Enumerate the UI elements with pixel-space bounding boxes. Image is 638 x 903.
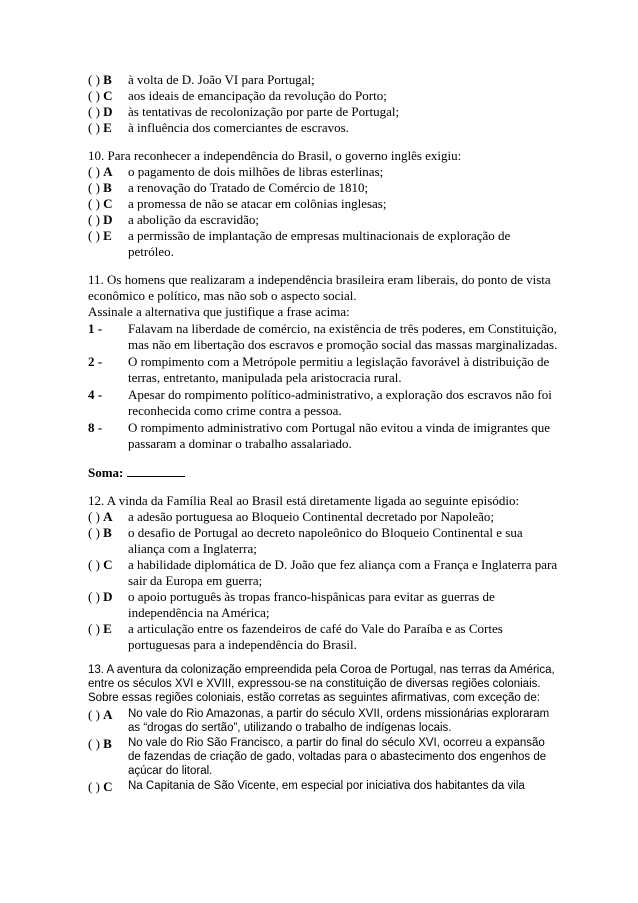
option-text: No vale do Rio São Francisco, a partir do final do século XVI, ocorreu a expansão de fazendas de criação de gado, voltadas para o abastecimento dos engenhos de açúcar do litoral. xyxy=(128,737,547,777)
option-text: a adesão portuguesa ao Bloqueio Continental decretado por Napoleão; xyxy=(128,509,495,524)
option-a[interactable] xyxy=(88,164,558,180)
option-text: a renovação do Tratado de Comércio de 1810; xyxy=(128,180,369,195)
option-d[interactable] xyxy=(88,104,558,120)
option-b[interactable] xyxy=(88,736,558,778)
question-13 xyxy=(88,663,558,795)
option-c[interactable] xyxy=(88,779,558,795)
option-marker: ( ) A xyxy=(88,707,113,722)
question-12 xyxy=(88,493,558,653)
option-text: No vale do Rio Amazonas, a partir do século XVII, ordens missionárias exploraram as “drogas do sertão”, utilizando o trabalho de indígenas locais. xyxy=(128,708,550,734)
option-marker: ( ) D xyxy=(88,104,113,119)
option-marker: ( ) D xyxy=(88,589,113,604)
option-a[interactable] xyxy=(88,509,558,525)
option-marker: ( ) C xyxy=(88,557,113,572)
question-stem: 13. A aventura da colonização empreendida pela Coroa de Portugal, nas terras da América, entre os séculos XVI e XVIII, expressou-se na constituição de diversas regiões coloniais. Sobre essas regiões coloniais, estão corretas as seguintes afirmativas, com exceção de: xyxy=(88,664,555,704)
option-marker: ( ) E xyxy=(88,621,112,636)
option-marker: ( ) B xyxy=(88,180,112,195)
sum-line xyxy=(88,464,558,481)
option-c[interactable] xyxy=(88,557,558,589)
option-d[interactable] xyxy=(88,589,558,621)
document-page xyxy=(88,72,558,795)
sum-item-2[interactable] xyxy=(88,354,558,386)
option-text: a permissão de implantação de empresas multinacionais de exploração de petróleo. xyxy=(128,228,511,259)
option-marker: ( ) D xyxy=(88,212,113,227)
option-text: a habilidade diplomática de D. João que fez aliança com a França e Inglaterra para sair da Europa em guerra; xyxy=(128,557,558,588)
option-marker: ( ) C xyxy=(88,196,113,211)
option-e[interactable] xyxy=(88,621,558,653)
option-c[interactable] xyxy=(88,88,558,104)
option-marker: ( ) C xyxy=(88,779,113,794)
option-text: a articulação entre os fazendeiros de café do Vale do Paraíba e as Cortes portuguesas para a independência do Brasil. xyxy=(128,621,503,652)
option-marker: ( ) C xyxy=(88,88,113,103)
sum-item-4[interactable] xyxy=(88,387,558,419)
option-marker: ( ) A xyxy=(88,164,113,179)
option-marker: ( ) E xyxy=(88,120,112,135)
sum-answer-blank[interactable] xyxy=(127,464,185,477)
option-c[interactable] xyxy=(88,196,558,212)
option-text: o apoio português às tropas franco-hispânicas para evitar as guerras de independência na América; xyxy=(128,589,495,620)
option-e[interactable] xyxy=(88,228,558,260)
option-b[interactable] xyxy=(88,525,558,557)
item-number: 4 - xyxy=(88,387,103,402)
option-a[interactable] xyxy=(88,707,558,735)
option-text: à volta de D. João VI para Portugal; xyxy=(128,72,315,87)
item-text: O rompimento administrativo com Portugal não evitou a vinda de imigrantes que passaram a dominar o trabalho assalariado. xyxy=(128,420,551,451)
item-number: 2 - xyxy=(88,354,103,369)
option-e[interactable] xyxy=(88,120,558,136)
sum-label: Soma: xyxy=(88,465,124,480)
item-text: Apesar do rompimento político-administrativo, a exploração dos escravos não foi reconhecida como crime contra a pessoa. xyxy=(128,387,552,418)
option-text: aos ideais de emancipação da revolução do Porto; xyxy=(128,88,387,103)
item-text: O rompimento com a Metrópole permitiu a legislação favorável à distribuição de terras, entretanto, manipulada pela aristocracia rural. xyxy=(128,354,550,385)
option-text: a promessa de não se atacar em colônias inglesas; xyxy=(128,196,387,211)
option-b[interactable] xyxy=(88,180,558,196)
option-marker: ( ) A xyxy=(88,509,113,524)
option-b[interactable] xyxy=(88,72,558,88)
question-stem: 12. A vinda da Família Real ao Brasil está diretamente ligada ao seguinte episódio: xyxy=(88,493,520,508)
option-text: a abolição da escravidão; xyxy=(128,212,260,227)
option-text: à influência dos comerciantes de escravos. xyxy=(128,120,349,135)
item-text: Falavam na liberdade de comércio, na existência de três poderes, em Constituição, mas não em libertação dos escravos e promoção social das massas marginalizadas. xyxy=(128,321,558,352)
option-text: o desafio de Portugal ao decreto napoleônico do Bloqueio Continental e sua aliança com a Inglaterra; xyxy=(128,525,523,556)
option-marker: ( ) E xyxy=(88,228,112,243)
question-instruction: Assinale a alternativa que justifique a frase acima: xyxy=(88,304,350,319)
question-stem: 10. Para reconhecer a independência do Brasil, o governo inglês exigiu: xyxy=(88,148,462,163)
question-11 xyxy=(88,272,558,481)
option-marker: ( ) B xyxy=(88,72,112,87)
option-d[interactable] xyxy=(88,212,558,228)
option-marker: ( ) B xyxy=(88,525,112,540)
question-stem: 11. Os homens que realizaram a independência brasileira eram liberais, do ponto de vista econômico e político, mas não sob o aspecto social. xyxy=(88,272,551,303)
item-number: 1 - xyxy=(88,321,103,336)
option-text: às tentativas de recolonização por parte de Portugal; xyxy=(128,104,400,119)
option-marker: ( ) B xyxy=(88,736,112,751)
sum-item-1[interactable] xyxy=(88,321,558,353)
sum-item-8[interactable] xyxy=(88,420,558,452)
option-text: Na Capitania de São Vicente, em especial por iniciativa dos habitantes da vila xyxy=(128,780,525,792)
item-number: 8 - xyxy=(88,420,103,435)
question-10 xyxy=(88,148,558,260)
option-text: o pagamento de dois milhões de libras esterlinas; xyxy=(128,164,384,179)
q9-continued-options xyxy=(88,72,558,136)
